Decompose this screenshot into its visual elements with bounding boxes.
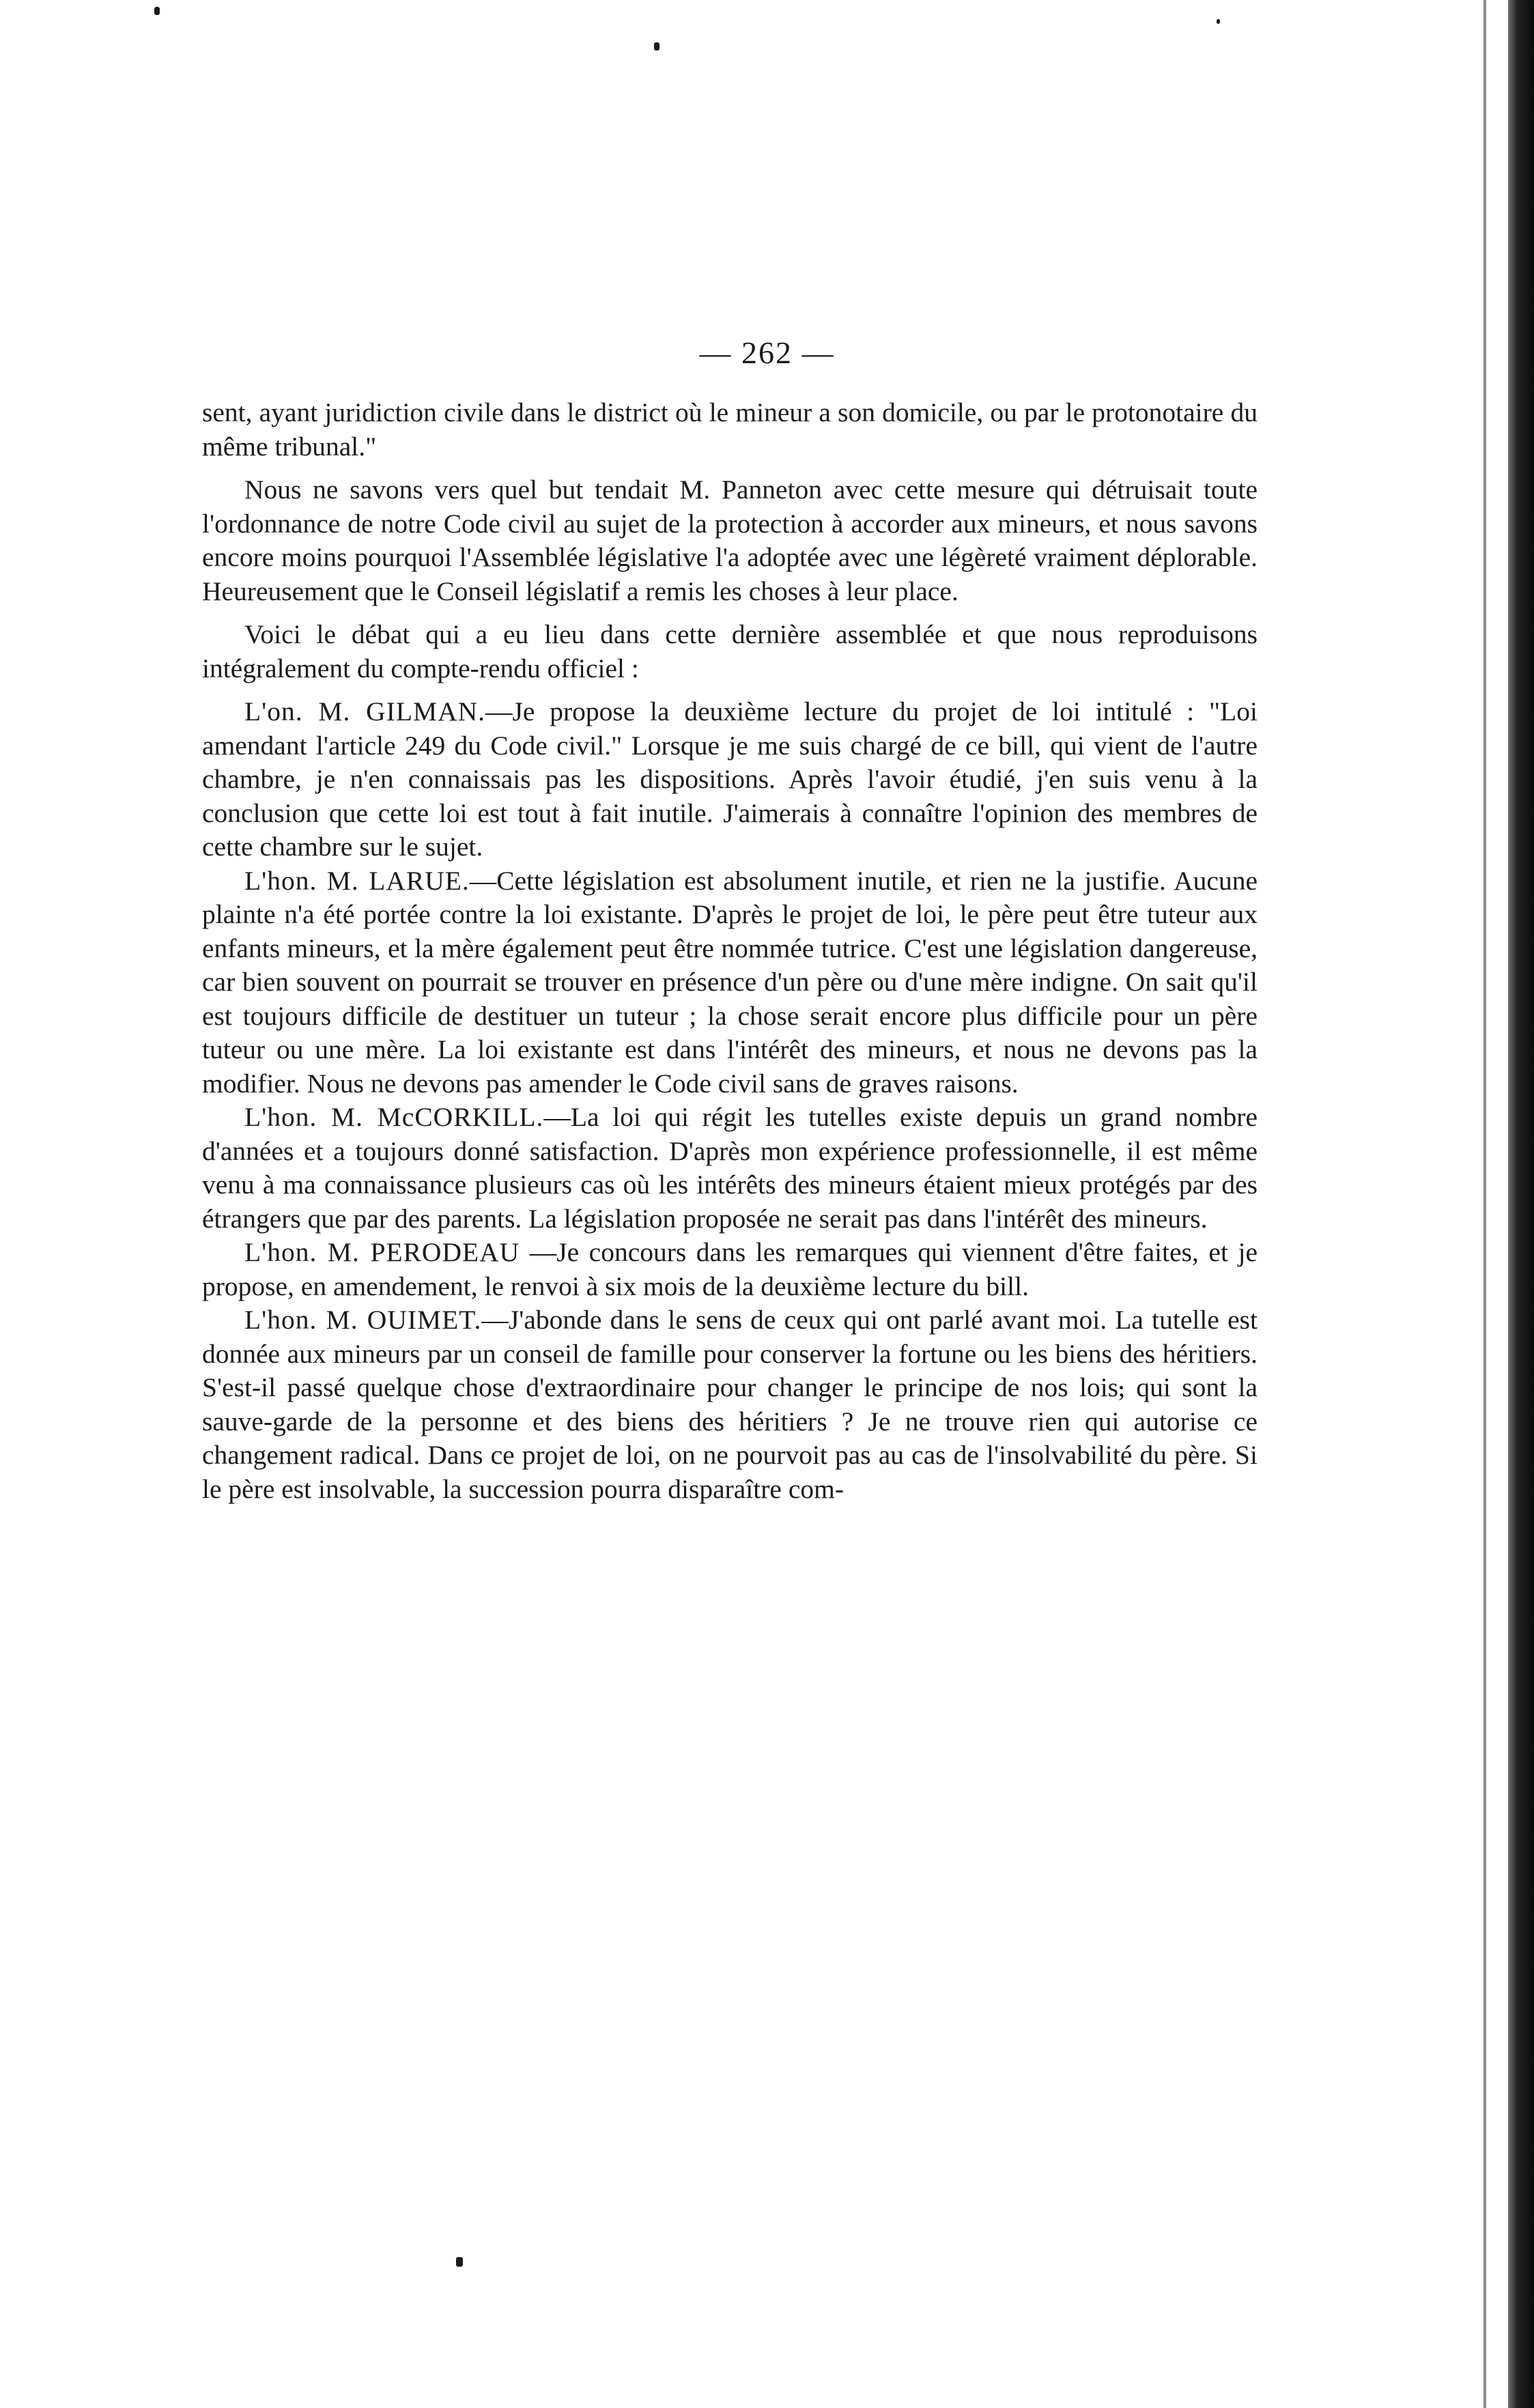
print-speck: [654, 42, 659, 51]
speaker-name: L'on. M. GILMAN.: [244, 696, 486, 726]
print-speck: [456, 2257, 463, 2267]
paragraph-speech-ouimet: [202, 1303, 1258, 1506]
speaker-name: L'hon. M. McCORKILL.: [244, 1102, 544, 1132]
speech-text: —J'abonde dans le sens de ceux qui ont parlé avant moi. La tutelle est donnée aux mineurs par un conseil de famille pour conserver la fortune ou les biens des héritiers. S'est-il passé quelque chose d'extraordinaire pour changer le principe de nos lois, qui sont la sauve-garde de la personne et des biens des héritiers ? Je ne trouve rien qui autorise ce changement radical. Dans ce projet de loi, on ne pourvoit pas au cas de l'insolvabilité du père. Si le père est insolvable, la succession pourra disparaître com-: [202, 1305, 1258, 1504]
print-speck: [1217, 19, 1220, 24]
paragraph-commentary: Nous ne savons vers quel but tendait M. Panneton avec cette mesure qui détruisait toute l'ordonnance de notre Code civil au sujet de la protection à accorder aux mineurs, et nous savons encore moins pourquoi l'Assemblée législative l'a adoptée avec une légèreté vraiment déplorable. Heureusement que le Conseil législatif a remis les choses à leur place.: [202, 474, 1258, 606]
paragraph-continuation: sent, ayant juridiction civile dans le district où le mineur a son domicile, ou par le protonotaire du même tribunal.": [202, 397, 1258, 462]
speech-text: —La loi qui régit les tutelles existe depuis un grand nombre d'années et a toujours donné satisfaction. D'après mon expérience professionnelle, il est même venu à ma connaissance plusieurs cas où les intérêts des mineurs étaient mieux protégés par des étrangers que par des parents. La législation proposée ne serait pas dans l'intérêt des mineurs.: [202, 1102, 1258, 1234]
paragraph-introduction: Voici le débat qui a eu lieu dans cette dernière assemblée et que nous reproduisons intégralement du compte-rendu officiel :: [202, 619, 1258, 683]
speech-text: —Je propose la deuxième lecture du projet de loi intitulé : "Loi amendant l'article 249 du Code civil." Lorsque je me suis chargé de ce bill, qui vient de l'autre chambre, je n'en connaissais pas les dispositions. Après l'avoir étudié, j'en suis venu à la conclusion que cette loi est tout à fait inutile. J'aimerais à connaître l'opinion des membres de cette chambre sur le sujet.: [202, 696, 1258, 862]
page-number: — 262 —: [699, 335, 835, 370]
paragraph-speech-perodeau: [202, 1236, 1258, 1303]
print-speck: [154, 7, 160, 15]
speaker-name: L'hon. M. OUIMET.: [244, 1305, 482, 1335]
paragraph-speech-larue: [202, 864, 1258, 1101]
speaker-name: L'hon. M. LARUE.: [244, 865, 470, 896]
paragraph-speech-mccorkill: [202, 1101, 1258, 1236]
speaker-name: L'hon. M. PERODEAU: [244, 1237, 520, 1267]
speech-text: —Cette législation est absolument inutile, et rien ne la justifie. Aucune plainte n'a été portée contre la loi existante. D'après le projet de loi, le père peut être tuteur aux enfants mineurs, et la mère également peut être nommée tutrice. C'est une législation dangereuse, car bien souvent on pourrait se trouver en présence d'un père ou d'une mère indigne. On sait qu'il est toujours difficile de destituer un tuteur ; la chose serait encore plus difficile pour un père tuteur ou une mère. La loi existante est dans l'intérêt des mineurs, et nous ne devons pas la modifier. Nous ne devons pas amender le Code civil sans de graves raisons.: [202, 865, 1258, 1099]
paragraph-speech-gilman: [202, 695, 1258, 864]
body-text: [202, 396, 1258, 1506]
speech-text: —Je concours dans les remarques qui viennent d'être faites, et je propose, en amendement, le renvoi à six mois de la deuxième lecture du bill.: [202, 1237, 1258, 1301]
